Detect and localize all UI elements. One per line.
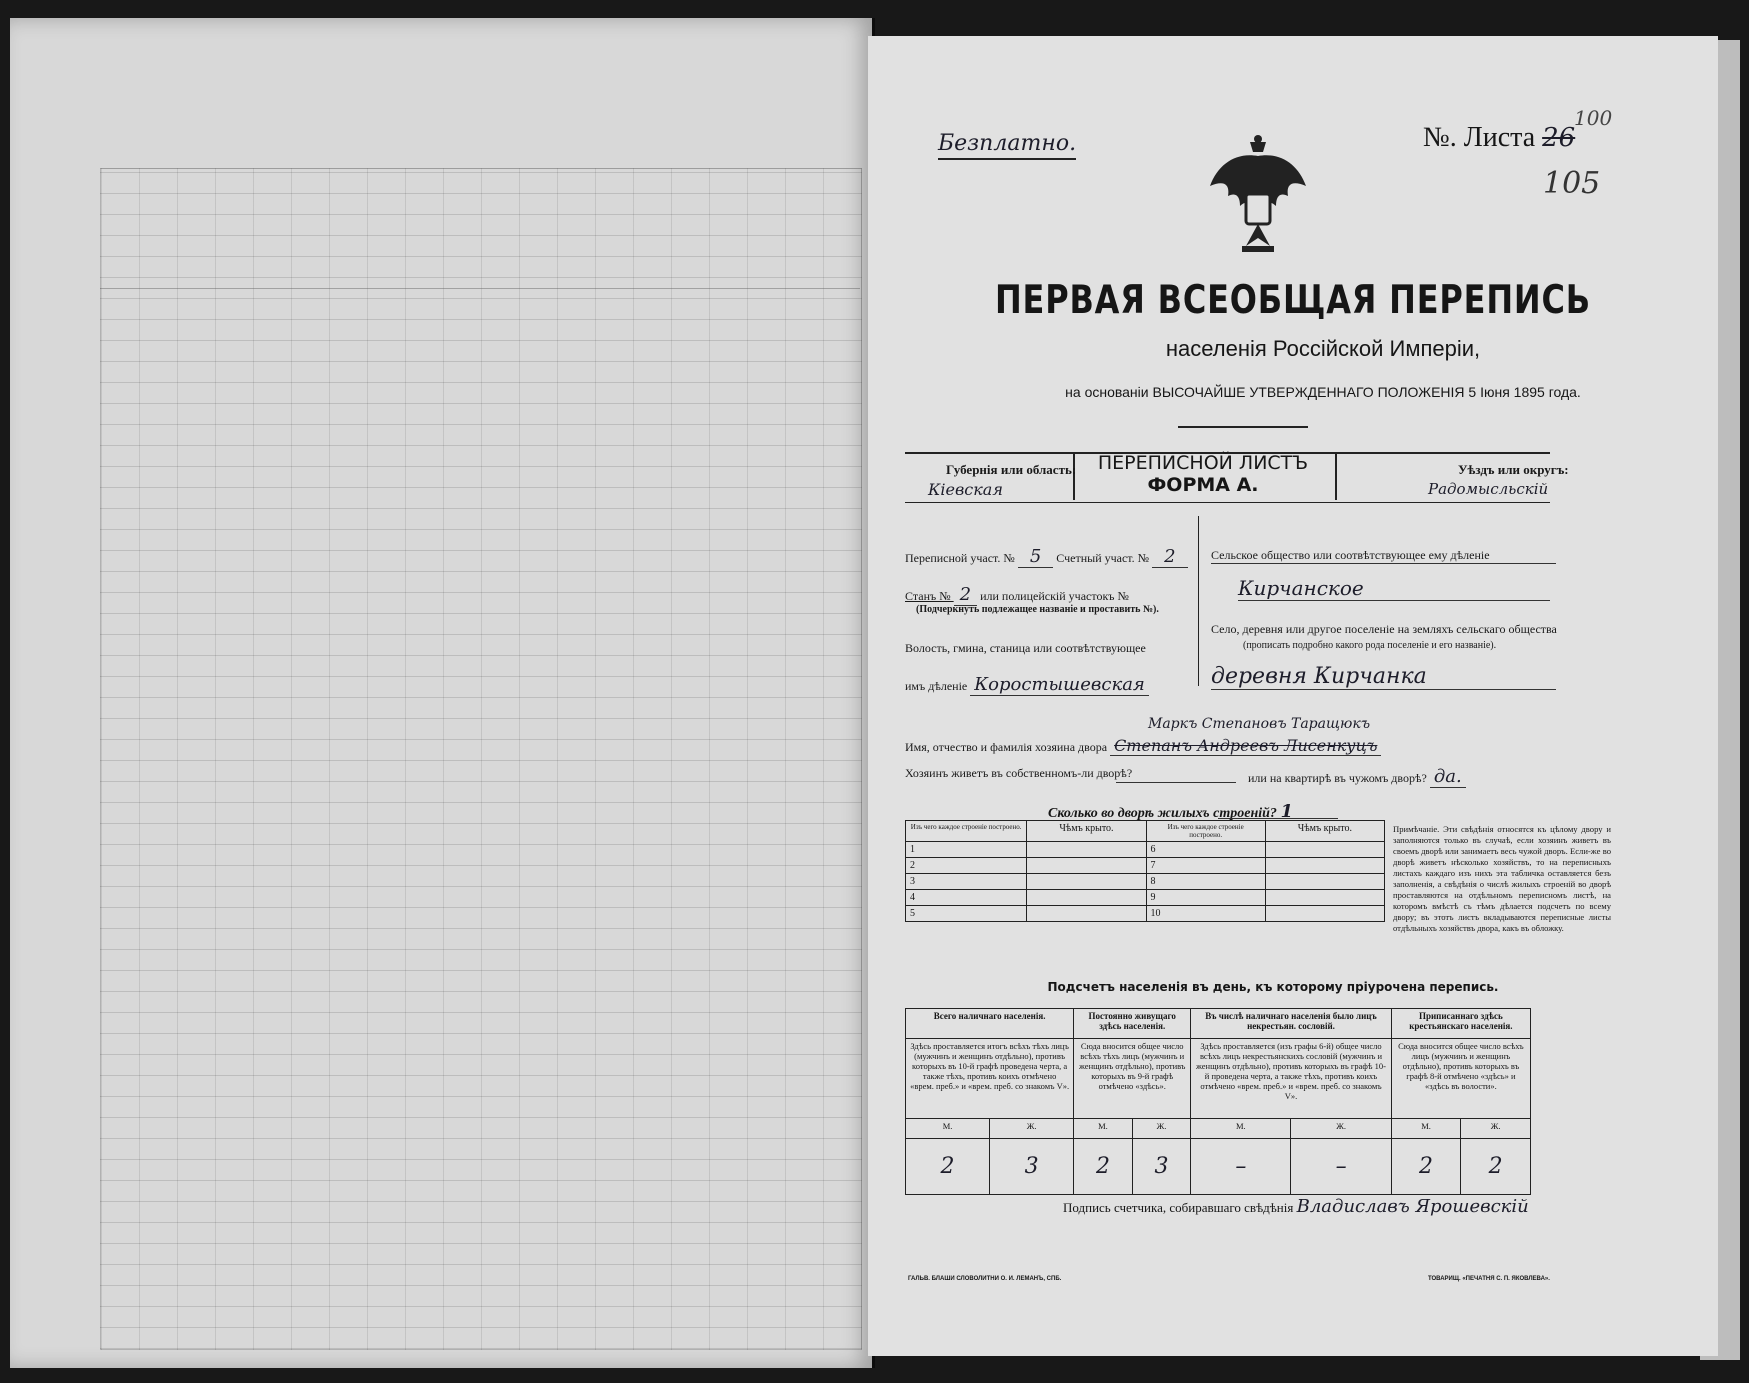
buildings-value: 1 — [1280, 801, 1293, 822]
own-yard-label: Хозяинъ живетъ въ собственномъ-ли дворѣ? — [905, 766, 1133, 780]
footer-left: ГАЛЬВ. БЛАШИ СЛОВОЛИТНИ О. И. ЛЕМАНЪ, СПБ. — [908, 1276, 1062, 1282]
census-basis: на основаніи ВЫСОЧАЙШЕ УТВЕРЖДЕННАГО ПОЛОЖЕНІЯ 5 Іюня 1895 года. — [1065, 384, 1581, 400]
sheet-number-group — [1423, 122, 1575, 154]
left-page — [10, 18, 875, 1368]
rent-label: или на квартирѣ въ чужомъ дворѣ? — [1248, 771, 1427, 785]
bt-col1-right: Изъ чего каждое строеніе построено. — [1146, 821, 1265, 842]
sheet-number: 26 — [1542, 123, 1576, 153]
m-label: М. — [906, 1119, 990, 1139]
bt-row-num: 5 — [906, 906, 1027, 922]
f-label: Ж. — [1291, 1119, 1391, 1139]
f-label: Ж. — [1132, 1119, 1191, 1139]
own-yard-line — [1116, 782, 1236, 783]
society-label: Сельское общество или соотвѣтствующее ему дѣленіе — [1211, 548, 1556, 564]
gubernia-label: Губернія или область: — [946, 462, 1077, 477]
count-col-head: Въ числѣ наличнаго населенія было лицъ некрестьян. сословій. — [1191, 1009, 1392, 1039]
form-name — [1073, 452, 1333, 496]
stan-value: 2 — [954, 584, 977, 606]
f-label: Ж. — [990, 1119, 1074, 1139]
m-label: М. — [1191, 1119, 1291, 1139]
owner-row — [905, 736, 1381, 755]
bt-row-num: 2 — [906, 858, 1027, 874]
uchastok-row — [905, 546, 1188, 567]
form-name-line2: ФОРМА А. — [1147, 474, 1259, 496]
count-value: 2 — [906, 1139, 990, 1195]
bt-row-num: 6 — [1146, 842, 1265, 858]
bt-row-num: 10 — [1146, 906, 1265, 922]
bt-row-num: 7 — [1146, 858, 1265, 874]
note-text: Примѣчаніе. Эти свѣдѣнія относятся къ цѣлому двору и заполняются только въ случаѣ, если хозяинъ живетъ въ своемъ дворѣ или занимаетъ весь чужой дворъ. Если-же во дворѣ живетъ нѣсколько хозяйствъ, то на переписныхъ листахъ каждаго изъ нихъ эта табличка оставляется безъ заполненія, а свѣдѣнія о числѣ жилыхъ строеній во дворѣ проставляются на отдѣльномъ переписномъ листѣ, на которомъ вмѣстѣ съ тѣмъ дѣлается подсчетъ по всему двору; въ этотъ листъ вкладываются переписные листы отдѣльныхъ хозяйствъ двора, какъ въ обложку. — [1393, 824, 1611, 933]
village-label: Село, деревня или другое поселеніе на земляхъ сельскаго общества — [1211, 622, 1557, 636]
title-divider — [1178, 426, 1308, 428]
village-note: (прописать подробно какого рода поселеніе и его названіе). — [1243, 640, 1497, 651]
count-value: – — [1191, 1139, 1291, 1195]
society-value: Кирчанское — [1238, 576, 1550, 601]
uchastok-value: 5 — [1018, 546, 1053, 568]
signature-label: Подпись счетчика, собиравшаго свѣдѣнія — [1063, 1200, 1294, 1215]
count-title: Подсчетъ населенія въ день, къ которому пріурочена перепись. — [1047, 980, 1499, 994]
volost-label2: имъ дѣленіе — [905, 679, 968, 693]
owner-above: Маркъ Степановъ Таращюкъ — [1148, 716, 1371, 732]
sheet-label: №. Листа — [1423, 122, 1536, 153]
bt-row-num: 4 — [906, 890, 1027, 906]
imperial-eagle-icon — [1206, 134, 1310, 264]
census-title: ПЕРВАЯ ВСЕОБЩАЯ ПЕРЕПИСЬ — [994, 278, 1592, 323]
stan-note: (Подчеркнуть подлежащее названіе и проставить №). — [916, 604, 1159, 615]
bt-row-num: 8 — [1146, 874, 1265, 890]
buildings-line — [1218, 818, 1338, 819]
bt-col1-left: Изъ чего каждое строеніе построено. — [906, 821, 1027, 842]
bt-row-num: 3 — [906, 874, 1027, 890]
count-value: 2 — [1391, 1139, 1461, 1195]
volost-label: Волость, гмина, станица или соотвѣтствующее — [905, 641, 1146, 655]
count-col-desc: Сюда вносится общее число всѣхъ тѣхъ лицъ (мужчинъ и женщинъ отдѣльно), противъ которыхъ въ 9-й графѣ отмѣчено «здѣсь». — [1074, 1039, 1191, 1119]
m-label: М. — [1391, 1119, 1461, 1139]
bt-row-num: 9 — [1146, 890, 1265, 906]
buildings-table — [905, 820, 1385, 922]
census-form-page — [868, 36, 1718, 1356]
signature-row — [1063, 1196, 1529, 1217]
count-col-head: Постоянно живущаго здѣсь населенія. — [1074, 1009, 1191, 1039]
uezd-label: Уѣздъ или округъ: — [1458, 462, 1569, 477]
uchastok-label: Переписной участ. № — [905, 551, 1015, 565]
count-value: 2 — [1074, 1139, 1132, 1195]
bt-col2-left: Чѣмъ крыто. — [1027, 821, 1146, 842]
volost-value: Коростышевская — [970, 674, 1149, 696]
count-col-desc: Сюда вносится общее число всѣхъ лицъ (мужчинъ и женщинъ отдѣльно), противъ которыхъ въ графѣ 8-й отмѣчено «здѣсь» и «здѣсь въ волости». — [1391, 1039, 1530, 1119]
buildings-label: Сколько во дворѣ жилыхъ строеній? — [1048, 806, 1277, 821]
owner-label: Имя, отчество и фамилія хозяина двора — [905, 740, 1108, 754]
census-subtitle: населенія Россійской Имперіи, — [1165, 336, 1481, 361]
count-col-head: Приписаннаго здѣсь крестьянскаго населенія. — [1391, 1009, 1530, 1039]
stan-row — [905, 584, 1129, 605]
rent-row — [1248, 766, 1466, 787]
count-value: – — [1291, 1139, 1391, 1195]
schet-value: 2 — [1152, 546, 1187, 568]
schet-label: Счетный участ. № — [1056, 551, 1150, 565]
bt-row-num: 1 — [906, 842, 1027, 858]
free-label: Безплатно. — [938, 131, 1076, 160]
stan-label: Станъ № — [905, 589, 954, 603]
form-name-line1: ПЕРЕПИСНОЙ ЛИСТЪ — [1097, 452, 1309, 474]
count-value: 2 — [1461, 1139, 1531, 1195]
volost-row — [905, 674, 1149, 695]
m-label: М. — [1074, 1119, 1132, 1139]
count-table — [905, 1008, 1531, 1195]
gubernia-value: Кіевская — [928, 480, 1003, 499]
village-value: деревня Кирчанка — [1211, 664, 1556, 690]
count-col-desc: Здѣсь проставляется (изъ графы 6-й) общее число всѣхъ лицъ некрестьянскихъ сословій (мужчинъ и женщинъ отдѣльно), противъ которыхъ въ графѣ 10-й проведена черта, а также тѣхъ, противъ коихъ отмѣчено «врем. преб.» и «врем. преб. со знакомъ V». — [1191, 1039, 1392, 1119]
footer-right: ТОВАРИЩ. «ПЕЧАТНЯ С. П. ЯКОВЛЕВА». — [1428, 1276, 1550, 1282]
owner-struck: Степанъ Андреевъ Лисенкуцъ — [1110, 736, 1381, 756]
signature-value: Владиславъ Ярошевскій — [1296, 1196, 1529, 1217]
count-value: 3 — [990, 1139, 1074, 1195]
left-page-ruled-grid — [100, 168, 862, 1350]
pencil-number-top: 100 — [1574, 106, 1613, 130]
count-value: 3 — [1132, 1139, 1191, 1195]
count-col-head: Всего наличнаго населенія. — [906, 1009, 1074, 1039]
stan-tail: или полицейскій участокъ № — [980, 589, 1129, 603]
rent-value: да. — [1430, 766, 1466, 788]
f-label: Ж. — [1461, 1119, 1531, 1139]
fields-divider — [1198, 516, 1199, 686]
count-col-desc: Здѣсь проставляется итогъ всѣхъ тѣхъ лицъ (мужчинъ и женщинъ отдѣльно), противъ которыхъ въ 10-й графѣ проведена черта, а также тѣхъ, противъ коихъ отмѣчено «врем. преб.» и «врем. преб. со знакомъ V». — [906, 1039, 1074, 1119]
bt-col2-right: Чѣмъ крыто. — [1265, 821, 1384, 842]
pencil-number: 105 — [1543, 166, 1601, 201]
uezd-value: Радомысльскій — [1428, 480, 1549, 498]
